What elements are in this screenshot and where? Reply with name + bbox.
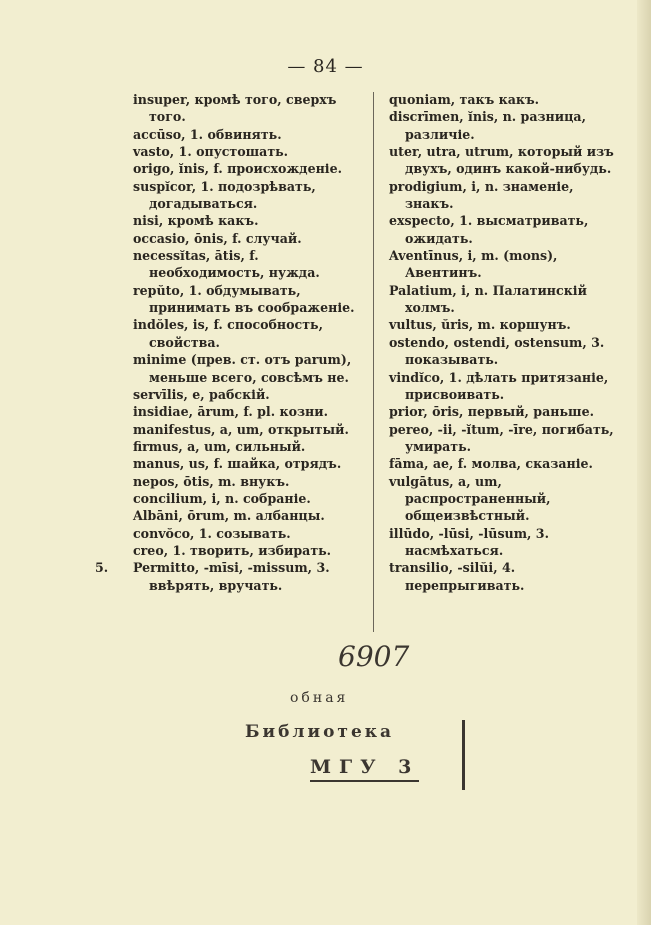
entry-text: quoniam, такъ какъ. [389, 92, 540, 107]
dictionary-entry [389, 178, 619, 213]
dictionary-entry [389, 108, 619, 143]
right-column [389, 91, 619, 594]
dictionary-entry [389, 247, 619, 282]
dictionary-entry [133, 455, 365, 472]
left-column [95, 91, 365, 594]
dictionary-entry [389, 282, 619, 317]
dictionary-entry [133, 126, 365, 143]
entry-text: vulgātus, a, um, распространенный, общеизвѣстный. [389, 473, 551, 524]
entry-text: occasio, ōnis, f. случай. [133, 230, 302, 246]
entry-text: minime (прев. ст. отъ parum), меньше всего, совсѣмъ не. [133, 352, 352, 385]
entry-text: vindĭco, 1. дѣлать притязаніе, присвоивать. [389, 369, 609, 402]
dictionary-entry [133, 473, 365, 490]
entry-text: accūso, 1. обвинять. [133, 126, 282, 142]
entry-text: exspecto, 1. высматривать, ожидать. [389, 213, 589, 246]
entry-text: vasto, 1. опустошать. [133, 144, 289, 160]
dictionary-entry [133, 178, 365, 213]
entry-text: Aventīnus, i, m. (mons), Авентинъ. [389, 248, 558, 281]
entry-text: firmus, a, um, сильный. [133, 438, 306, 454]
entry-text: suspĭcor, 1. подозрѣвать, догадываться. [133, 178, 316, 212]
entry-text: ostendo, ostendi, ostensum, 3. показывать. [389, 334, 605, 368]
entry-text: servīlis, e, рабскій. [133, 386, 270, 402]
dictionary-entry [133, 351, 365, 386]
entry-text: Albāni, ōrum, m. албанцы. [133, 508, 325, 524]
dictionary-entry [133, 403, 365, 420]
dictionary-entry [133, 160, 365, 177]
page-edge-shadow [637, 0, 651, 925]
entry-text: indŏles, is, f. способность, свойства. [133, 317, 323, 350]
dictionary-entry [133, 247, 365, 282]
entry-text: prior, ōris, первый, раньше. [389, 404, 594, 420]
dictionary-entry [133, 421, 365, 438]
dictionary-entry [389, 403, 619, 420]
dictionary-entry [133, 282, 365, 317]
dictionary-entry [389, 316, 619, 333]
entry-text: Permitto, -mīsi, -missum, 3. ввѣрять, вручать. [133, 560, 330, 593]
dictionary-entry [133, 386, 365, 403]
dictionary-entry [389, 455, 619, 472]
dictionary-entry [389, 334, 619, 369]
stamp-line-2: Библиотека [245, 722, 395, 742]
library-stamp [230, 640, 470, 810]
dictionary-entry [389, 421, 619, 456]
entry-text: nepos, ōtis, m. внукъ. [133, 473, 290, 489]
entry-text: fāma, ae, f. молва, сказаніе. [389, 456, 593, 472]
entry-text: manifestus, a, um, открытый. [133, 421, 349, 437]
entry-text: origo, ĭnis, f. происхожденіе. [133, 161, 342, 177]
dictionary-entry [133, 438, 365, 455]
entry-text: Palatium, i, n. Палатинскій холмъ. [389, 282, 587, 316]
dictionary-entry [133, 91, 365, 126]
dictionary-entry [133, 490, 365, 507]
entry-text: pereo, -ii, -ĭtum, -īre, погибать, умирать. [389, 421, 614, 454]
dictionary-entry [389, 212, 619, 247]
entry-text: vultus, ŭris, m. коршунъ. [389, 317, 571, 333]
entry-text: insuper, кромѣ того, сверхъ того. [133, 92, 337, 125]
entry-text: transilio, -silŭi, 4. перепрыгивать. [389, 560, 525, 593]
entry-text: nisi, кромѣ какъ. [133, 213, 259, 229]
entry-text: concilium, i, n. собраніе. [133, 490, 311, 506]
dictionary-entry: 5. Permitto, -mīsi, -missum, 3. ввѣрять, вручать. [95, 560, 330, 593]
handwritten-number: 6907 [338, 640, 410, 673]
dictionary-entry [389, 525, 619, 560]
dictionary-entry [389, 143, 619, 178]
entry-text: illūdo, -lūsi, -lūsum, 3. насмѣхаться. [389, 525, 549, 558]
dictionary-entry [389, 473, 619, 525]
stamp-line-1: обная [290, 690, 349, 706]
dictionary-entry [389, 91, 619, 108]
entry-text: uter, utra, utrum, который изъ двухъ, одинъ какой-нибудь. [389, 144, 614, 177]
page-number: — 84 — [287, 56, 364, 77]
dictionary-entry [133, 212, 365, 229]
entry-text: prodigium, i, n. знаменіе, знакъ. [389, 178, 574, 212]
dictionary-entry [133, 230, 365, 247]
entry-text: manus, us, f. шайка, отрядъ. [133, 456, 342, 472]
entry-text: repŭto, 1. обдумывать, принимать въ соображеніе. [133, 282, 355, 316]
dictionary-entry [389, 369, 619, 404]
dictionary-entry [133, 525, 365, 542]
entry-text: necessĭtas, ātis, f. необходимость, нужда. [133, 248, 320, 281]
dictionary-entry [133, 143, 365, 160]
dictionary-entry [389, 559, 619, 594]
dictionary-entry [133, 316, 365, 351]
stamp-border [462, 720, 465, 790]
stamp-line-3: МГУ 3 [310, 756, 419, 782]
dictionary-entry [133, 542, 365, 559]
column-divider [373, 92, 374, 632]
entry-text: insidiae, ārum, f. pl. козни. [133, 404, 328, 420]
entry-text: convŏco, 1. созывать. [133, 525, 291, 541]
dictionary-entry [133, 507, 365, 524]
entry-text: discrīmen, ĭnis, n. разница, различіе. [389, 109, 586, 142]
entry-text: creo, 1. творить, избирать. [133, 542, 332, 558]
